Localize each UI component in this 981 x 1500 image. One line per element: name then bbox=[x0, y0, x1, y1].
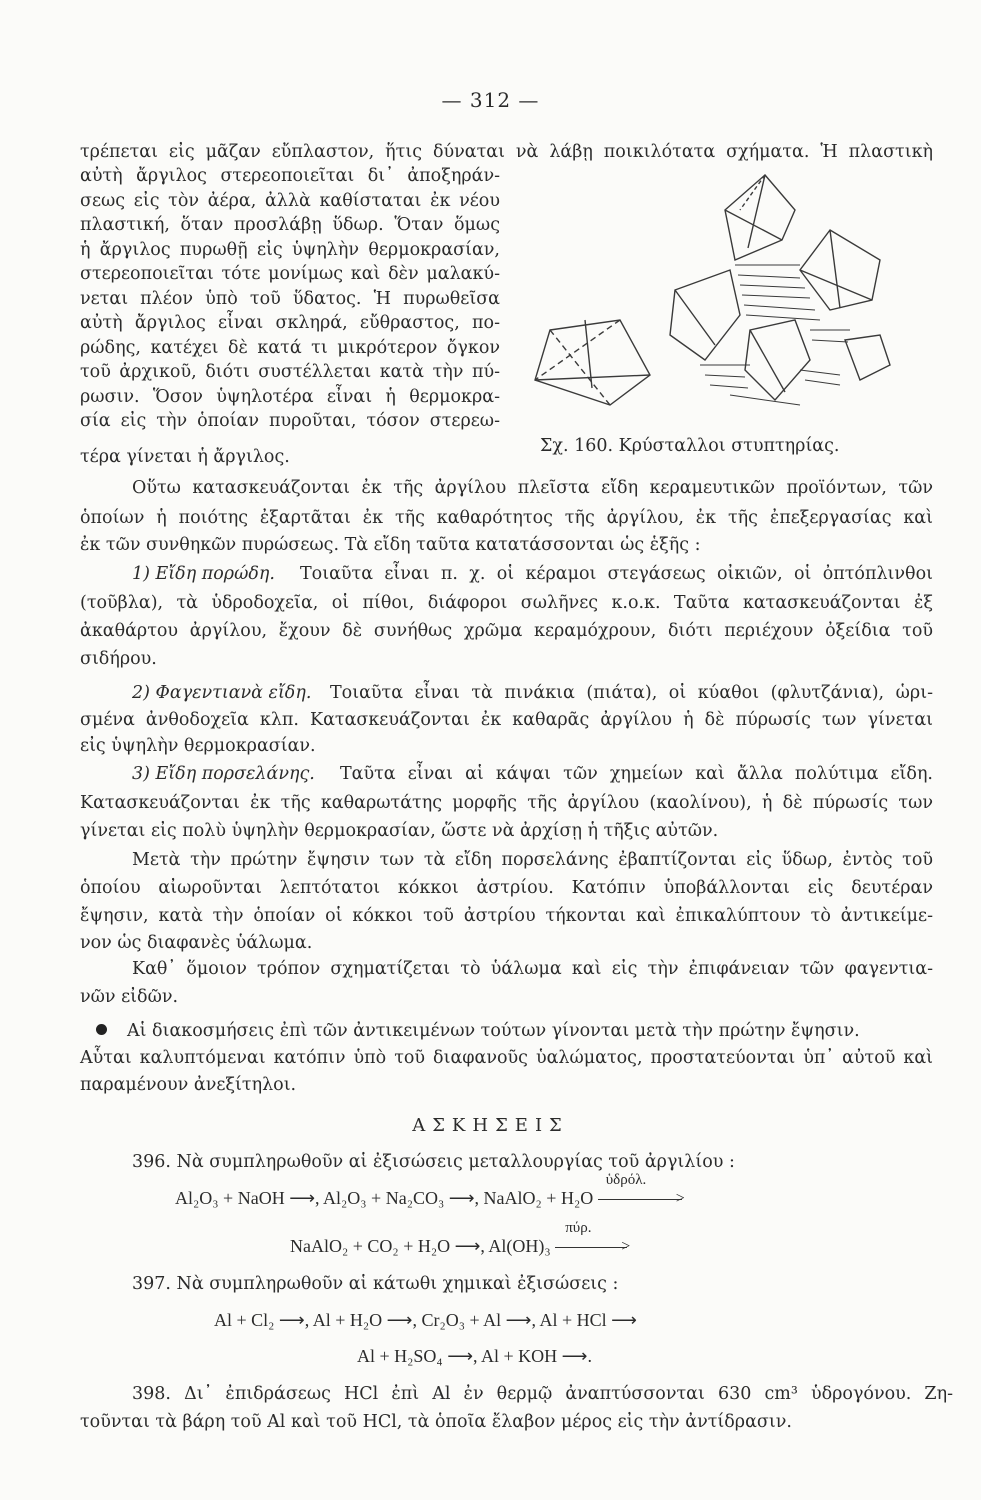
intro-line: σεως εἰς τὸν ἀέρα, ἀλλὰ καθίσταται ἐκ νέου bbox=[80, 191, 500, 211]
item-line: εἰς ὑψηλὴν θερμοκρασίαν. bbox=[80, 736, 316, 756]
intro-line: αὐτὴ ἄργιλος στερεοποιεῖται δι᾿ ἀποξηράν- bbox=[80, 166, 500, 186]
exercises-heading: ΑΣΚΗΣΕΙΣ bbox=[412, 1115, 569, 1136]
exercise-number: 397. bbox=[132, 1274, 171, 1294]
item-line: Κατασκευάζονται ἐκ τῆς καθαρωτάτης μορφῆς τῆς ἀργίλου (καολίνου), ἡ δὲ πύρωσίς των bbox=[80, 793, 933, 813]
bullet-icon bbox=[96, 1024, 107, 1035]
body-line: ὁποίου αἰωροῦνται λεπτότατοι κόκκοι ἀστρίου. Κατόπιν ὑποβάλλονται εἰς δευτέραν bbox=[80, 878, 933, 898]
note-first-line: Αἱ διακοσμήσεις ἐπὶ τῶν ἀντικειμένων τούτων γίνονται μετὰ τὴν πρώτην ἔψησιν. bbox=[96, 1019, 933, 1043]
page-number: — 312 — bbox=[441, 88, 540, 112]
intro-line: ρώδης, κατέχει δὲ κατά τι μικρότερον ὄγκον bbox=[80, 338, 500, 358]
intro-line: αὐτὴ ἄργιλος εἶναι σκληρά, εὔθραστος, πο- bbox=[80, 313, 500, 333]
figure-caption: Σχ. 160. Κρύσταλλοι στυπτηρίας. bbox=[540, 436, 840, 456]
exercise-number: 396. bbox=[132, 1152, 171, 1172]
intro-last-line: τέρα γίνεται ἡ ἄργιλος. bbox=[80, 447, 290, 467]
exercise-398 bbox=[132, 1382, 953, 1406]
exercise-396 bbox=[132, 1150, 735, 1174]
intro-line: στερεοποιεῖται τότε μονίμως καὶ δὲν μαλακύ- bbox=[80, 264, 500, 284]
body-line: ἔψησιν, κατὰ τὴν ὁποίαν οἱ κόκκοι τοῦ ἀστρίου τήκονται καὶ ἐπικαλύπτουν τὸ ἀντικείμε- bbox=[80, 906, 933, 926]
item-line: γίνεται εἰς πολὺ ὑψηλὴν θερμοκρασίαν, ὥστε νὰ ἀρχίσῃ ἡ τῆξις αὐτῶν. bbox=[80, 821, 719, 841]
body-line: ἐκ τῶν συνθηκῶν πυρώσεως. Τὰ εἴδη ταῦτα κατατάσσονται ὡς ἑξῆς : bbox=[80, 535, 701, 555]
intro-line: σία εἰς τὴν ὁποίαν πυροῦται, τόσον στερεω- bbox=[80, 411, 500, 431]
body-line: Μετὰ τὴν πρώτην ἔψησιν των τὰ εἴδη πορσελάνης ἐβαπτίζονται εἰς ὕδωρ, ἐντὸς τοῦ bbox=[132, 850, 933, 870]
item-line: Τοιαῦτα εἶναι τὰ πινάκια (πιάτα), οἱ κύαθοι (φλυτζάνια), ὡρι- bbox=[330, 683, 933, 703]
equation: Al₂O₃ + NaOH ⟶, Al₂O₃ + Na₂CO₃ ⟶, NaAlO₂ + H₂O ὑδρόλ. > bbox=[175, 1171, 685, 1208]
body-line: νῶν εἰδῶν. bbox=[80, 987, 179, 1007]
alum-crystals-figure bbox=[500, 170, 940, 430]
item-label: 3) Εἴδη πορσελάνης. bbox=[132, 764, 315, 784]
equation: NaAlO₂ + CO₂ + H₂O ⟶, Al(OH)₃ πύρ. > bbox=[290, 1219, 631, 1256]
exercise-text: Νὰ συμπληρωθοῦν αἱ ἐξισώσεις μεταλλουργίας τοῦ ἀργιλίου : bbox=[176, 1152, 735, 1172]
exercise-397 bbox=[132, 1272, 618, 1296]
note-line: παραμένουν ἀνεξίτηλοι. bbox=[80, 1075, 297, 1095]
item-line: σμένα ἀνθοδοχεῖα κλπ. Κατασκευάζονται ἐκ καθαρᾶς ἀργίλου ἡ δὲ πύρωσίς των γίνεται bbox=[80, 710, 933, 730]
item-line: Ταῦτα εἶναι αἱ κάψαι τῶν χημείων καὶ ἄλλα πολύτιμα εἴδη. bbox=[340, 764, 933, 784]
body-line: νον ὡς διαφανὲς ὑάλωμα. bbox=[80, 933, 313, 953]
exercise-text: Δι᾿ ἐπιδράσεως HCl ἐπὶ Al ἐν θερμῷ ἀναπτύσσονται 630 cm³ ὑδρογόνου. Ζη- bbox=[184, 1384, 953, 1404]
arrow-label: πύρ. bbox=[565, 1219, 592, 1236]
intro-line: πλαστική, ὅταν προσλάβῃ ὕδωρ. Ὅταν ὅμως bbox=[80, 215, 500, 235]
equation: Al + Cl₂ ⟶, Al + H₂O ⟶, Cr₂O₃ + Al ⟶, Al + HCl ⟶ bbox=[214, 1310, 637, 1330]
intro-line: νεται πλέον ὑπὸ τοῦ ὕδατος. Ἡ πυρωθεῖσα bbox=[80, 289, 500, 309]
item-line: σιδήρου. bbox=[80, 649, 157, 669]
arrow-label: ὑδρόλ. bbox=[605, 1171, 647, 1188]
note-line: Αὗται καλυπτόμεναι κατόπιν ὑπὸ τοῦ διαφανοῦς ὑαλώματος, προστατεύονται ὑπ᾿ αὐτοῦ καὶ bbox=[80, 1048, 933, 1068]
body-line: Καθ᾿ ὅμοιον τρόπον σχηματίζεται τὸ ὑάλωμα καὶ εἰς τὴν ἐπιφάνειαν τῶν φαγεντια- bbox=[132, 959, 933, 979]
intro-line: ρωσιν. Ὅσον ὑψηλοτέρα εἶναι ἡ θερμοκρα- bbox=[80, 387, 500, 407]
intro-first-line: τρέπεται εἰς μᾶζαν εὔπλαστον, ἥτις δύναται νὰ λάβῃ ποικιλότατα σχήματα. Ἡ πλαστικὴ bbox=[80, 142, 933, 162]
body-line: Οὕτω κατασκευάζονται ἐκ τῆς ἀργίλου πλεῖστα εἴδη κεραμευτικῶν προϊόντων, τῶν bbox=[132, 478, 933, 498]
exercise-text: Νὰ συμπληρωθοῦν αἱ κάτωθι χημικαὶ ἐξισώσεις : bbox=[176, 1274, 619, 1294]
body-line: ὁποίων ἡ ποιότης ἐξαρτᾶται ἐκ τῆς καθαρότητος τῆς ἀργίλου, ἐκ τῆς ἐπεξεργασίας καὶ bbox=[80, 508, 933, 528]
item-line: ἀκαθάρτου ἀργίλου, ἔχουν δὲ συνήθως χρῶμα κεραμόχρουν, διότι περιέχουν ὀξείδια τοῦ bbox=[80, 621, 933, 641]
item-line: (τοῦβλα), τὰ ὑδροδοχεῖα, οἱ πίθοι, διάφοροι σωλῆνες κ.ο.κ. Ταῦτα κατασκευάζονται ἐξ bbox=[80, 593, 933, 613]
equation: Al + H₂SO₄ ⟶, Al + KOH ⟶. bbox=[357, 1346, 592, 1366]
intro-line: τοῦ ἀρχικοῦ, διότι συστέλλεται κατὰ τὴν πύ- bbox=[80, 362, 500, 382]
exercise-number: 398. bbox=[132, 1384, 171, 1404]
item-label: 1) Εἴδη πορώδη. bbox=[132, 564, 275, 584]
exercise-text: τοῦνται τὰ βάρη τοῦ Al καὶ τοῦ HCl, τὰ ὁποῖα ἔλαβον μέρος εἰς τὴν ἀντίδρασιν. bbox=[80, 1412, 792, 1432]
intro-line: ἡ ἄργιλος πυρωθῇ εἰς ὑψηλὴν θερμοκρασίαν, bbox=[80, 240, 500, 260]
item-line: Τοιαῦτα εἶναι π. χ. οἱ κέραμοι στεγάσεως οἰκιῶν, οἱ ὀπτόπλινθοι bbox=[300, 564, 933, 584]
item-label: 2) Φαγεντιανὰ εἴδη. bbox=[132, 683, 312, 703]
